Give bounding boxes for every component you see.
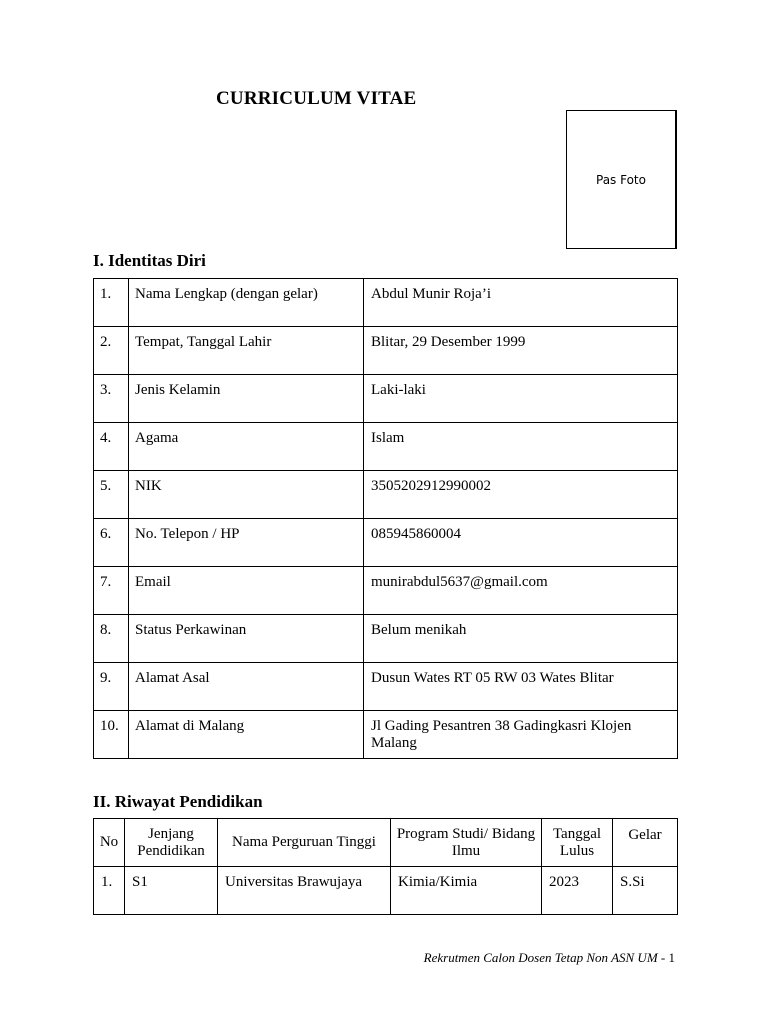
header-jenjang: Jenjang Pendidikan xyxy=(125,819,218,867)
table-row xyxy=(94,615,678,663)
row-value: Laki-laki xyxy=(364,375,678,423)
row-label: Nama Lengkap (dengan gelar) xyxy=(129,279,364,327)
table-row xyxy=(94,567,678,615)
table-row xyxy=(94,663,678,711)
table-row xyxy=(94,471,678,519)
header-no: No xyxy=(94,819,125,867)
row-label: Agama xyxy=(129,423,364,471)
row-value: Belum menikah xyxy=(364,615,678,663)
row-value: Dusun Wates RT 05 RW 03 Wates Blitar xyxy=(364,663,678,711)
cell-tanggal-lulus: 2023 xyxy=(542,867,613,915)
row-number: 6. xyxy=(94,519,129,567)
photo-label: Pas Foto xyxy=(596,172,646,187)
row-number: 7. xyxy=(94,567,129,615)
row-value: Blitar, 29 Desember 1999 xyxy=(364,327,678,375)
cell-perguruan-tinggi: Universitas Brawujaya xyxy=(218,867,391,915)
section-heading-pendidikan: II. Riwayat Pendidikan xyxy=(93,792,263,811)
row-number: 3. xyxy=(94,375,129,423)
table-row xyxy=(94,327,678,375)
page-footer xyxy=(424,950,675,966)
page-number: - 1 xyxy=(660,950,675,965)
document-title: CURRICULUM VITAE xyxy=(216,88,417,109)
row-label: Status Perkawinan xyxy=(129,615,364,663)
row-value: munirabdul5637@gmail.com xyxy=(364,567,678,615)
row-label: Email xyxy=(129,567,364,615)
row-label: NIK xyxy=(129,471,364,519)
header-program-studi: Program Studi/ Bidang Ilmu xyxy=(391,819,542,867)
row-number: 9. xyxy=(94,663,129,711)
table-row xyxy=(94,423,678,471)
row-value: Abdul Munir Roja’i xyxy=(364,279,678,327)
footer-text: Rekrutmen Calon Dosen Tetap Non ASN UM xyxy=(423,950,658,965)
row-number: 2. xyxy=(94,327,129,375)
section-heading-identitas: I. Identitas Diri xyxy=(93,251,206,270)
cell-jenjang: S1 xyxy=(125,867,218,915)
table-row xyxy=(94,867,678,915)
row-value: Islam xyxy=(364,423,678,471)
table-row xyxy=(94,279,678,327)
table-row xyxy=(94,519,678,567)
row-number: 8. xyxy=(94,615,129,663)
row-number: 10. xyxy=(94,711,129,759)
row-value: 085945860004 xyxy=(364,519,678,567)
row-label: Jenis Kelamin xyxy=(129,375,364,423)
row-label: Alamat Asal xyxy=(129,663,364,711)
row-number: 1. xyxy=(94,279,129,327)
cell-no: 1. xyxy=(94,867,125,915)
identity-table xyxy=(93,278,678,759)
table-row xyxy=(94,711,678,759)
row-value: Jl Gading Pesantren 38 Gadingkasri Klojen Malang xyxy=(364,711,678,759)
row-number: 5. xyxy=(94,471,129,519)
photo-placeholder xyxy=(566,110,677,249)
header-tanggal-lulus: Tanggal Lulus xyxy=(542,819,613,867)
row-label: No. Telepon / HP xyxy=(129,519,364,567)
row-label: Alamat di Malang xyxy=(129,711,364,759)
header-perguruan-tinggi: Nama Perguruan Tinggi xyxy=(218,819,391,867)
header-gelar: Gelar xyxy=(613,819,678,867)
education-table xyxy=(93,818,678,915)
row-label: Tempat, Tanggal Lahir xyxy=(129,327,364,375)
cell-gelar: S.Si xyxy=(613,867,678,915)
row-number: 4. xyxy=(94,423,129,471)
row-value: 3505202912990002 xyxy=(364,471,678,519)
cell-program-studi: Kimia/Kimia xyxy=(391,867,542,915)
table-header-row xyxy=(94,819,678,867)
table-row xyxy=(94,375,678,423)
